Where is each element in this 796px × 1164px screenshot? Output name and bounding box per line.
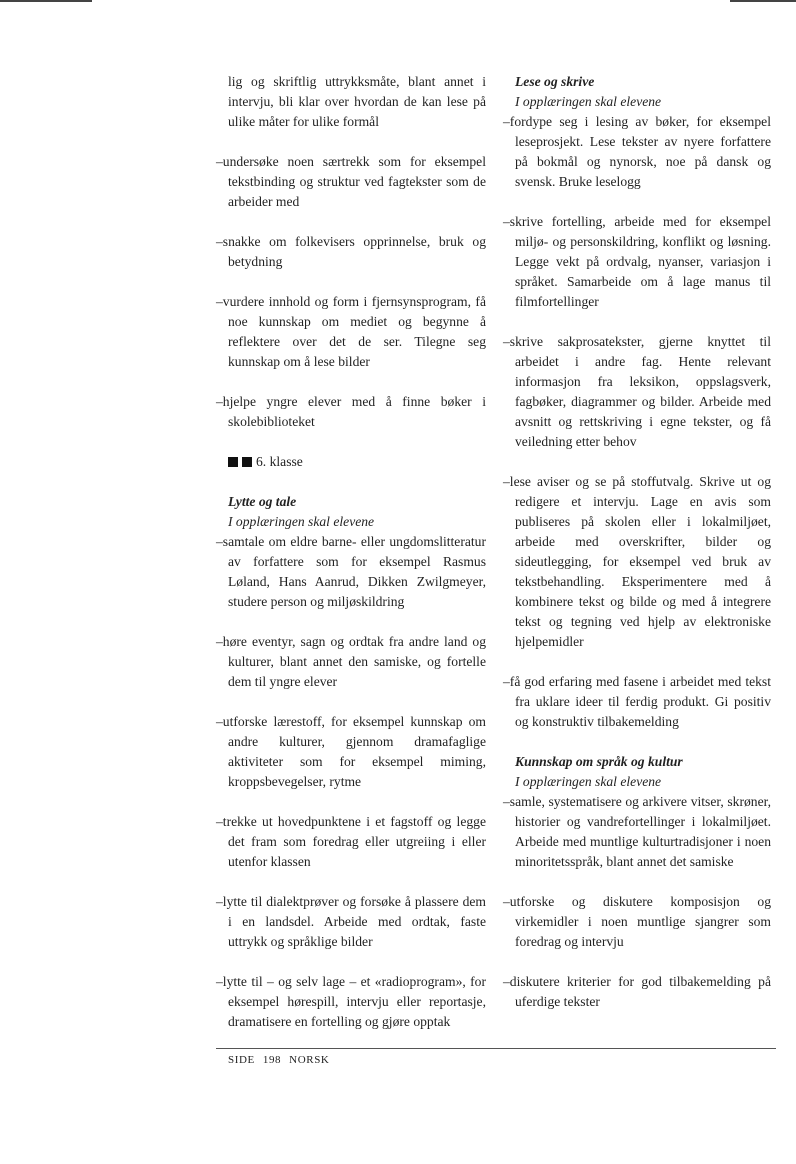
list-item: –samle, systematisere og arkivere vitser, skrøner, historier og vandrefortellinger i lokalmiljøet. Arbeide med muntlige kulturtradisjoner i noen minoritetsspråk, blant annet det samiske [503, 794, 771, 869]
list-item: –høre eventyr, sagn og ordtak fra andre land og kulturer, blant annet den samiske, og fortelle dem til yngre elever [216, 634, 486, 689]
list-item: –snakke om folkevisers opprinnelse, bruk og betydning [216, 234, 486, 269]
continued-paragraph: lig og skriftlig uttrykksmåte, blant annet i intervju, bli klar over hvordan de kan lese på ulike måter for ulike formål [228, 74, 486, 129]
left-column [216, 72, 486, 1052]
grade-heading [216, 452, 486, 472]
list-item: –fordype seg i lesing av bøker, for eksempel leseprosjekt. Lese tekster av nyere forfattere på bokmål og nynorsk, noe på dansk og svensk. Bruke leselogg [503, 114, 771, 189]
list-item: –utforske og diskutere komposisjon og virkemidler i noen muntlige sjangrer som foredrag og intervju [503, 894, 771, 949]
list-item: –samtale om eldre barne- eller ungdomslitteratur av forfattere som for eksempel Rasmus Løland, Hans Aanrud, Dikken Zwilgmeyer, studere person og miljøskildring [216, 534, 486, 609]
list-item: –utforske lærestoff, for eksempel kunnskap om andre kulturer, gjennom dramafaglige aktiviteter som for eksempel miming, kroppsbevegelser, rytme [216, 714, 486, 789]
page-number: 198 [262, 1054, 282, 1066]
square-bullet-icon [242, 457, 252, 467]
list-item: –skrive sakprosatekster, gjerne knyttet til arbeidet i andre fag. Hente relevant informasjon fra leksikon, oppslagsverk, fagbøker, diagrammer og bilder. Arbeide med avsnitt og rettskriving i egne tekster, og få veiledning etter behov [503, 334, 771, 449]
section-heading: Kunnskap om språk og kultur [515, 754, 683, 769]
square-bullet-icon [228, 457, 238, 467]
list-item: –diskutere kriterier for god tilbakemelding på uferdige tekster [503, 974, 771, 1009]
footer-divider [216, 1048, 776, 1049]
list-item: –trekke ut hovedpunktene i et fagstoff og legge det fram som foredrag eller utgreiing i eller utenfor klassen [216, 814, 486, 869]
list-item: –hjelpe yngre elever med å finne bøker i skolebiblioteket [216, 394, 486, 429]
list-item: –lytte til – og selv lage – et «radioprogram», for eksempel hørespill, intervju eller reportasje, dramatisere en fortelling og gjøre opptak [216, 974, 486, 1029]
list-item: –få god erfaring med fasene i arbeidet med tekst fra uklare ideer til ferdig produkt. Gi positiv og konstruktiv tilbakemelding [503, 674, 771, 729]
footer-subject: NORSK [289, 1054, 330, 1066]
list-item: –skrive fortelling, arbeide med for eksempel miljø- og personskildring, konflikt og løsning. Legge vekt på ordvalg, nyanser, variasjon i språket. Samarbeide om å lage manus til filmfortellinger [503, 214, 771, 309]
footer-label: SIDE [228, 1054, 255, 1066]
grade-label: 6. klasse [256, 454, 303, 469]
list-item: –vurdere innhold og form i fjernsynsprogram, få noe kunnskap om mediet og begynne å reflektere over det de ser. Tilegne seg kunnskap om å lese bilder [216, 294, 486, 369]
section-subheading: I opplæringen skal elevene [515, 774, 662, 789]
section-subheading: I opplæringen skal elevene [228, 514, 375, 529]
list-item: –lytte til dialektprøver og forsøke å plassere dem i en landsdel. Arbeide med ordtak, faste uttrykk og språklige bilder [216, 894, 486, 949]
page-footer [228, 1054, 337, 1066]
section-heading: Lytte og tale [228, 494, 297, 509]
top-edge-mark-left [0, 0, 92, 2]
section-subheading: I opplæringen skal elevene [515, 94, 662, 109]
right-column [503, 72, 771, 1032]
section-heading: Lese og skrive [515, 74, 595, 89]
top-edge-marks [0, 0, 796, 3]
top-edge-mark-right [730, 0, 796, 2]
list-item: –undersøke noen særtrekk som for eksempel tekstbinding og struktur ved fagtekster som de arbeider med [216, 154, 486, 209]
list-item: –lese aviser og se på stoffutvalg. Skrive ut og redigere et intervju. Lage en avis som publiseres på skolen eller i lokalmiljøet, arbeide med overskrifter, bilder og sideutlegging, for eksempel ved bruk av tekstbehandling. Eksperimentere med å kombinere tekst og bilde og med å integrere tekst og tegning ved hjelp av elektroniske hjelpemidler [503, 474, 771, 649]
